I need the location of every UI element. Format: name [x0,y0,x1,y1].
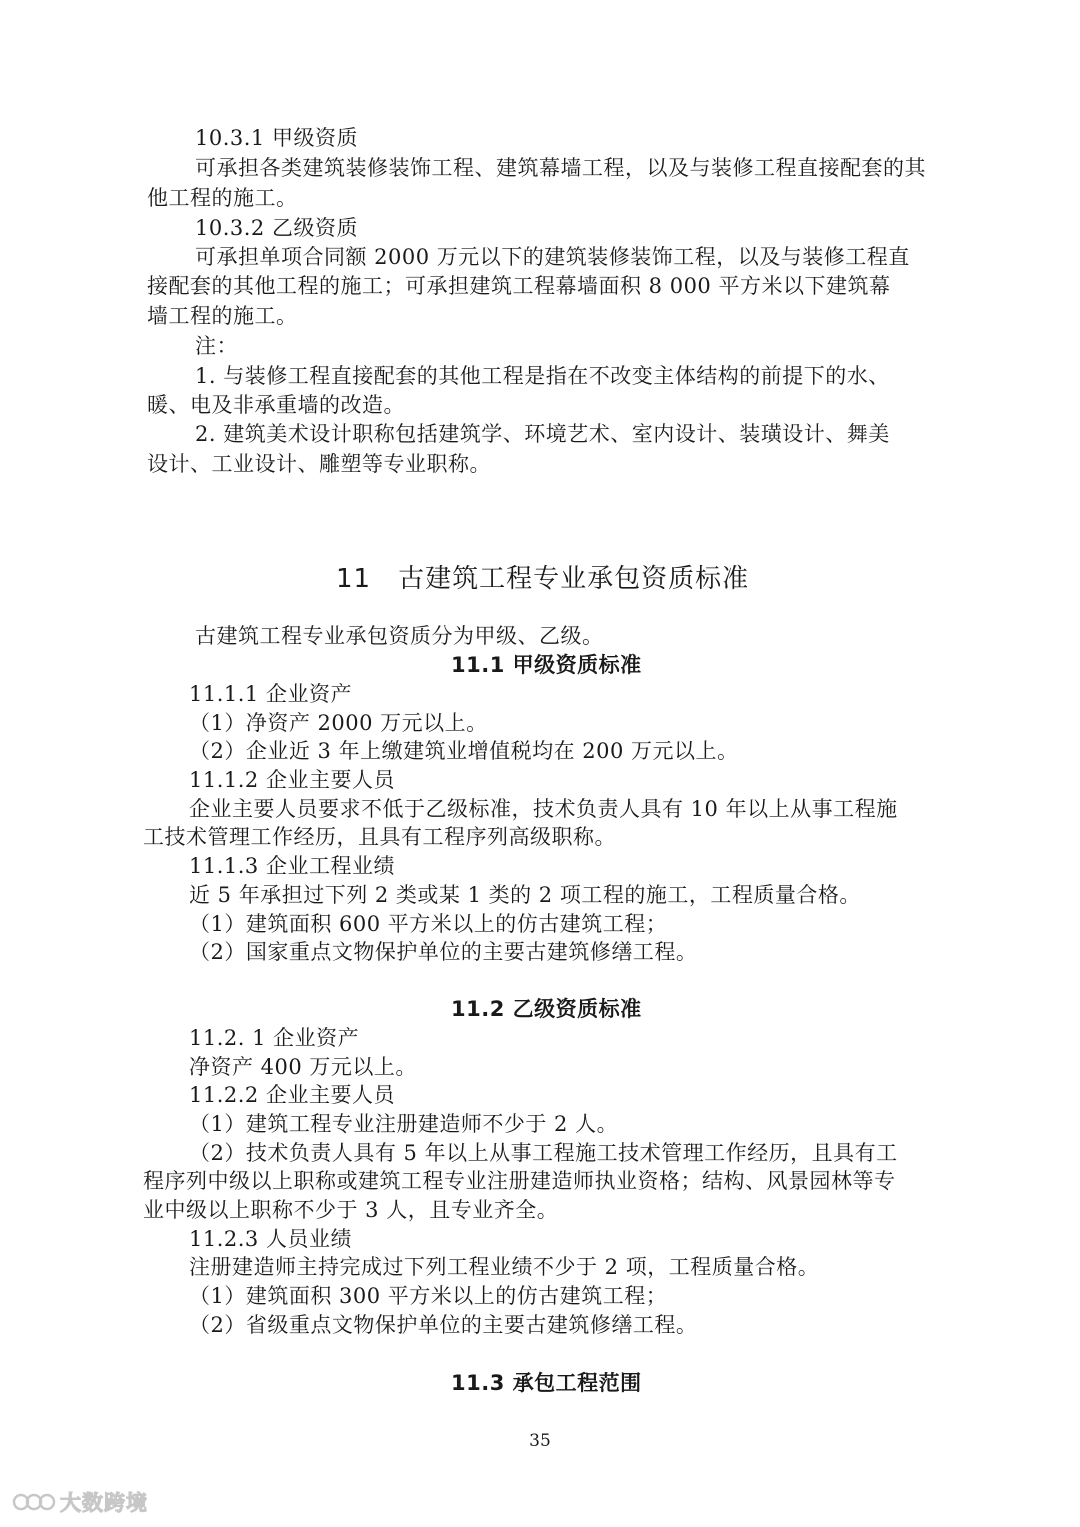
body-line: 工技术管理工作经历，且具有工程序列高级职称。 [143,825,616,849]
body-line: 他工程的施工。 [147,186,298,210]
page-number: 35 [529,1431,551,1451]
clause-11-1-2-heading: 11.1.2 企业主要人员 [189,768,395,792]
subsection-11-3-heading: 11.3 承包工程范围 [451,1371,642,1395]
clause-10-3-1-heading: 10.3.1 甲级资质 [195,126,358,150]
watermark-text: 大数跨境 [60,1491,148,1515]
note-item-1: 1. 与装修工程直接配套的其他工程是指在不改变主体结构的前提下的水、 [195,364,890,388]
note-item-2: 2. 建筑美术设计职称包括建筑学、环境艺术、室内设计、装璜设计、舞美 [195,422,890,446]
body-line: 古建筑工程专业承包资质分为甲级、乙级。 [195,624,604,648]
body-line: 暖、电及非承重墙的改造。 [147,393,405,417]
body-line: 注册建造师主持完成过下列工程业绩不少于 2 项，工程质量合格。 [189,1255,820,1279]
clause-10-3-2-heading: 10.3.2 乙级资质 [195,216,358,240]
clause-11-1-1-heading: 11.1.1 企业资产 [189,682,352,706]
subsection-11-2-heading: 11.2 乙级资质标准 [451,997,642,1021]
clause-11-1-3-heading: 11.1.3 企业工程业绩 [189,854,395,878]
body-line: 近 5 年承担过下列 2 类或某 1 类的 2 项工程的施工，工程质量合格。 [189,883,861,907]
list-item: （2）省级重点文物保护单位的主要古建筑修缮工程。 [189,1313,698,1337]
list-item: （2）技术负责人具有 5 年以上从事工程施工技术管理工作经历，且具有工 [189,1141,898,1165]
list-item: （1）建筑工程专业注册建造师不少于 2 人。 [189,1112,619,1136]
body-line: 可承担各类建筑装修装饰工程、建筑幕墙工程，以及与装修工程直接配套的其 [195,156,926,180]
body-line: 墙工程的施工。 [147,304,298,328]
watermark-logo-icon [12,1489,56,1515]
body-line: 接配套的其他工程的施工；可承担建筑工程幕墙面积 8 000 平方米以下建筑幕 [147,274,891,298]
clause-11-2-1-heading: 11.2. 1 企业资产 [189,1026,360,1050]
list-item: （1）建筑面积 300 平方米以上的仿古建筑工程； [189,1284,668,1308]
section-11-title: 11 古建筑工程专业承包资质标准 [336,564,750,594]
list-item: （2）国家重点文物保护单位的主要古建筑修缮工程。 [189,940,698,964]
body-line: 净资产 400 万元以上。 [189,1055,417,1079]
subsection-11-1-heading: 11.1 甲级资质标准 [451,653,642,677]
clause-11-2-3-heading: 11.2.3 人员业绩 [189,1227,352,1251]
list-item: （1）净资产 2000 万元以上。 [189,711,488,735]
note-label: 注： [195,334,238,358]
list-item: （1）建筑面积 600 平方米以上的仿古建筑工程； [189,912,668,936]
body-line: 程序列中级以上职称或建筑工程专业注册建造师执业资格；结构、风景园林等专 [143,1169,896,1193]
body-line: 可承担单项合同额 2000 万元以下的建筑装修装饰工程，以及与装修工程直 [195,245,910,269]
clause-11-2-2-heading: 11.2.2 企业主要人员 [189,1083,395,1107]
watermark [12,1487,148,1517]
list-item: （2）企业近 3 年上缴建筑业增值税均在 200 万元以上。 [189,739,739,763]
body-line: 业中级以上职称不少于 3 人，且专业齐全。 [143,1198,559,1222]
body-line: 企业主要人员要求不低于乙级标准，技术负责人具有 10 年以上从事工程施 [189,797,898,821]
body-line: 设计、工业设计、雕塑等专业职称。 [147,452,491,476]
